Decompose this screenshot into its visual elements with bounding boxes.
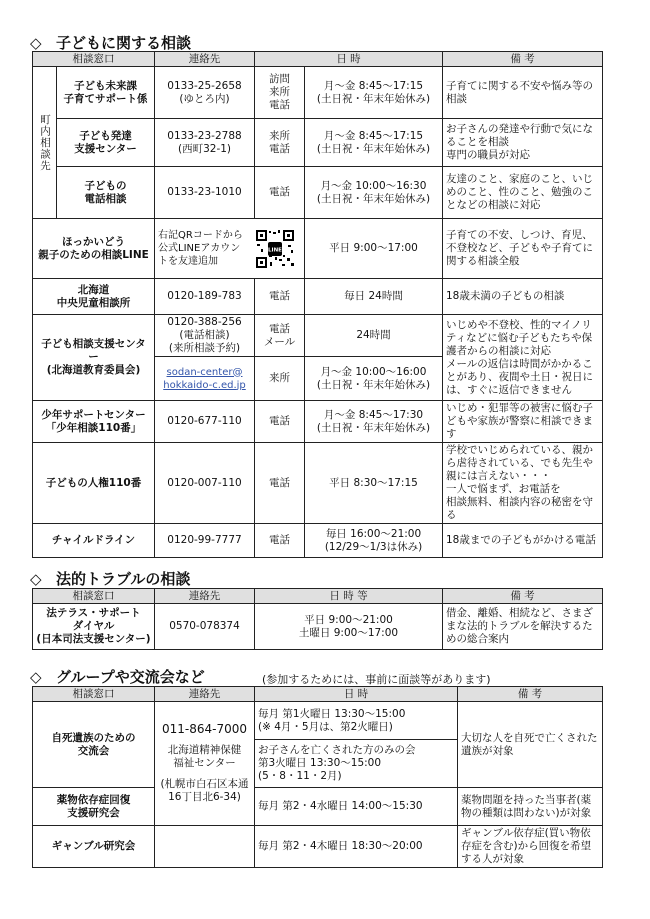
window-name: ギャンブル研究会 <box>33 826 155 868</box>
method: 電話 <box>255 167 305 219</box>
header-time: 日 時 <box>255 687 458 702</box>
time: 月～金 8:45～17:30 (土日祝・年末年始休み) <box>305 401 443 443</box>
note: 大切な人を自死で亡くされた遺族が対象 <box>458 702 603 788</box>
contact: 0120-189-783 <box>155 279 255 315</box>
table-header-row <box>33 687 603 702</box>
contact: 0120-007-110 <box>155 443 255 524</box>
time: 月～金 10:00～16:30 (土日祝・年末年始休み) <box>305 167 443 219</box>
contact-phone: 011-864-7000 <box>161 722 247 736</box>
time: 月～金 8:45～17:15 (土日祝・年末年始休み) <box>305 67 443 119</box>
diamond-icon: ◇ <box>30 34 42 52</box>
note: 18歳までの子どもがかける電話 <box>443 524 603 558</box>
town-label: 町内相談先 <box>39 113 51 172</box>
note: 学校でいじめられている、親から虐待されている、でも先生や親には言えない・・・ 一人で悩まず、お電話を 相談無料、相談内容の秘密を守る <box>443 443 603 524</box>
contact-empty <box>155 826 255 868</box>
method: 電話 <box>255 524 305 558</box>
header-window: 相談窓口 <box>33 589 155 604</box>
window-name: 子どもの 電話相談 <box>57 167 155 219</box>
line-qr-code-icon[interactable] <box>255 229 295 269</box>
email-part1: sodan-center@ <box>166 366 243 378</box>
table-row <box>33 279 603 315</box>
header-note: 備 考 <box>458 687 603 702</box>
table-row <box>33 788 603 826</box>
table-row <box>33 67 603 119</box>
method: 来所 <box>255 357 305 401</box>
method: 電話 <box>255 279 305 315</box>
time: 毎日 16:00～21:00 (12/29～1/3は休み) <box>305 524 443 558</box>
note: 友達のこと、家庭のこと、いじめのこと、性のこと、勉強のことなどの相談に対応 <box>443 167 603 219</box>
time: 毎日 24時間 <box>305 279 443 315</box>
contact-org: 北海道精神保健 福祉センター <box>167 744 242 769</box>
header-note: 備 考 <box>443 52 603 67</box>
time: 毎月 第2・4水曜日 14:00～15:30 <box>255 788 458 826</box>
note: 18歳未満の子どもの相談 <box>443 279 603 315</box>
header-time: 日 時 等 <box>255 589 443 604</box>
note: いじめや不登校、性的マイノリティなどに悩む子どもたちや保護者からの相談に対応 メールの返信は時間がかかることがあり、夜間や土日・祝日には、すぐに返信できません <box>443 315 603 401</box>
header-contact: 連絡先 <box>155 52 255 67</box>
group-meeting-table <box>32 686 603 868</box>
legal-consultation-table <box>32 588 603 650</box>
time: 平日 9:00～17:00 <box>305 219 443 279</box>
line-instructions: 右記QRコードから公式LINEアカウントを友達追加 <box>158 230 243 267</box>
window-name: チャイルドライン <box>33 524 155 558</box>
table-row <box>33 401 603 443</box>
qr-line-label: LINE <box>268 247 282 253</box>
contact-line <box>155 219 305 279</box>
table-row <box>33 119 603 167</box>
email-link[interactable] <box>163 367 246 391</box>
table-row <box>33 604 603 650</box>
town-label-cell <box>33 67 57 219</box>
contact: 0120-99-7777 <box>155 524 255 558</box>
contact-address: (札幌市白石区本通 16丁目北6-34) <box>160 778 249 803</box>
window-name: 法テラス・サポート ダイヤル (日本司法支援センター) <box>33 604 155 650</box>
method: 電話 <box>255 443 305 524</box>
contact: 0133-25-2658 (ゆとろ内) <box>155 67 255 119</box>
table-row <box>33 826 603 868</box>
method: 訪問 来所 電話 <box>255 67 305 119</box>
table-row <box>33 443 603 524</box>
table-row <box>33 219 603 279</box>
header-time: 日 時 <box>255 52 443 67</box>
window-name: 北海道 中央児童相談所 <box>33 279 155 315</box>
diamond-icon: ◇ <box>30 668 42 686</box>
header-note: 備 考 <box>443 589 603 604</box>
header-contact: 連絡先 <box>155 589 255 604</box>
email-contact <box>155 357 255 401</box>
child-consultation-table <box>32 51 603 558</box>
contact: 0133-23-1010 <box>155 167 255 219</box>
window-name: 子ども発達 支援センター <box>57 119 155 167</box>
header-window: 相談窓口 <box>33 687 155 702</box>
table-header-row <box>33 52 603 67</box>
note: いじめ・犯罪等の被害に悩む子どもや家族が警察に相談できます <box>443 401 603 443</box>
window-name: ほっかいどう 親子のための相談LINE <box>33 219 155 279</box>
time: 月～金 10:00～16:00 (土日祝・年末年始休み) <box>305 357 443 401</box>
window-name: 子ども相談支援センター (北海道教育委員会) <box>33 315 155 401</box>
time: 平日 8:30～17:15 <box>305 443 443 524</box>
time: 24時間 <box>305 315 443 357</box>
contact: 0120-677-110 <box>155 401 255 443</box>
contact: 0133-23-2788 (西町32-1) <box>155 119 255 167</box>
header-window: 相談窓口 <box>33 52 155 67</box>
window-name: 子どもの人権110番 <box>33 443 155 524</box>
window-name: 自死遺族のための 交流会 <box>33 702 155 788</box>
time: 毎月 第2・4木曜日 18:30～20:00 <box>255 826 458 868</box>
section3-title: ◇ グループや交流会など <box>30 668 205 686</box>
method: 電話 <box>255 401 305 443</box>
table-row <box>33 524 603 558</box>
time: 毎月 第1火曜日 13:30～15:00 (※ 4月・5月は、第2火曜日) <box>255 702 458 740</box>
table-row <box>33 167 603 219</box>
section3-note: (参加するためには、事前に面談等があります) <box>262 673 491 686</box>
time: 平日 9:00～21:00 土曜日 9:00～17:00 <box>255 604 443 650</box>
note: お子さんの発達や行動で気になることを相談 専門の職員が対応 <box>443 119 603 167</box>
table-row <box>33 315 603 357</box>
section2-title: ◇ 法的トラブルの相談 <box>30 570 191 588</box>
window-name: 薬物依存症回復 支援研究会 <box>33 788 155 826</box>
email-part2: hokkaido-c.ed.jp <box>163 379 246 391</box>
diamond-icon: ◇ <box>30 570 42 588</box>
note: 借金、離婚、相続など、さまざまな法的トラブルを解決するための総合案内 <box>443 604 603 650</box>
table-row <box>33 702 603 740</box>
time: 月～金 8:45～17:15 (土日祝・年末年始休み) <box>305 119 443 167</box>
note: 薬物問題を持った当事者(薬物の種類は問わない)が対象 <box>458 788 603 826</box>
method: 来所 電話 <box>255 119 305 167</box>
note: ギャンブル依存症(買い物依存症を含む)から回復を希望する人が対象 <box>458 826 603 868</box>
contact: 0570-078374 <box>155 604 255 650</box>
section1-title: ◇ 子どもに関する相談 <box>30 34 192 52</box>
time-sub: お子さんを亡くされた方のみの会 第3火曜日 13:30～15:00 (5・8・11・2月) <box>255 740 458 788</box>
note: 子育てに関する不安や悩み等の相談 <box>443 67 603 119</box>
table-header-row <box>33 589 603 604</box>
header-contact: 連絡先 <box>155 687 255 702</box>
contact: 0120-388-256 (電話相談) (来所相談予約) <box>155 315 255 357</box>
note: 子育ての不安、しつけ、育児、不登校など、子どもや子育てに関する相談全般 <box>443 219 603 279</box>
window-name: 少年サポートセンター 「少年相談110番」 <box>33 401 155 443</box>
shared-contact <box>155 702 255 826</box>
window-name: 子ども未来課 子育てサポート係 <box>57 67 155 119</box>
method: 電話 メール <box>255 315 305 357</box>
